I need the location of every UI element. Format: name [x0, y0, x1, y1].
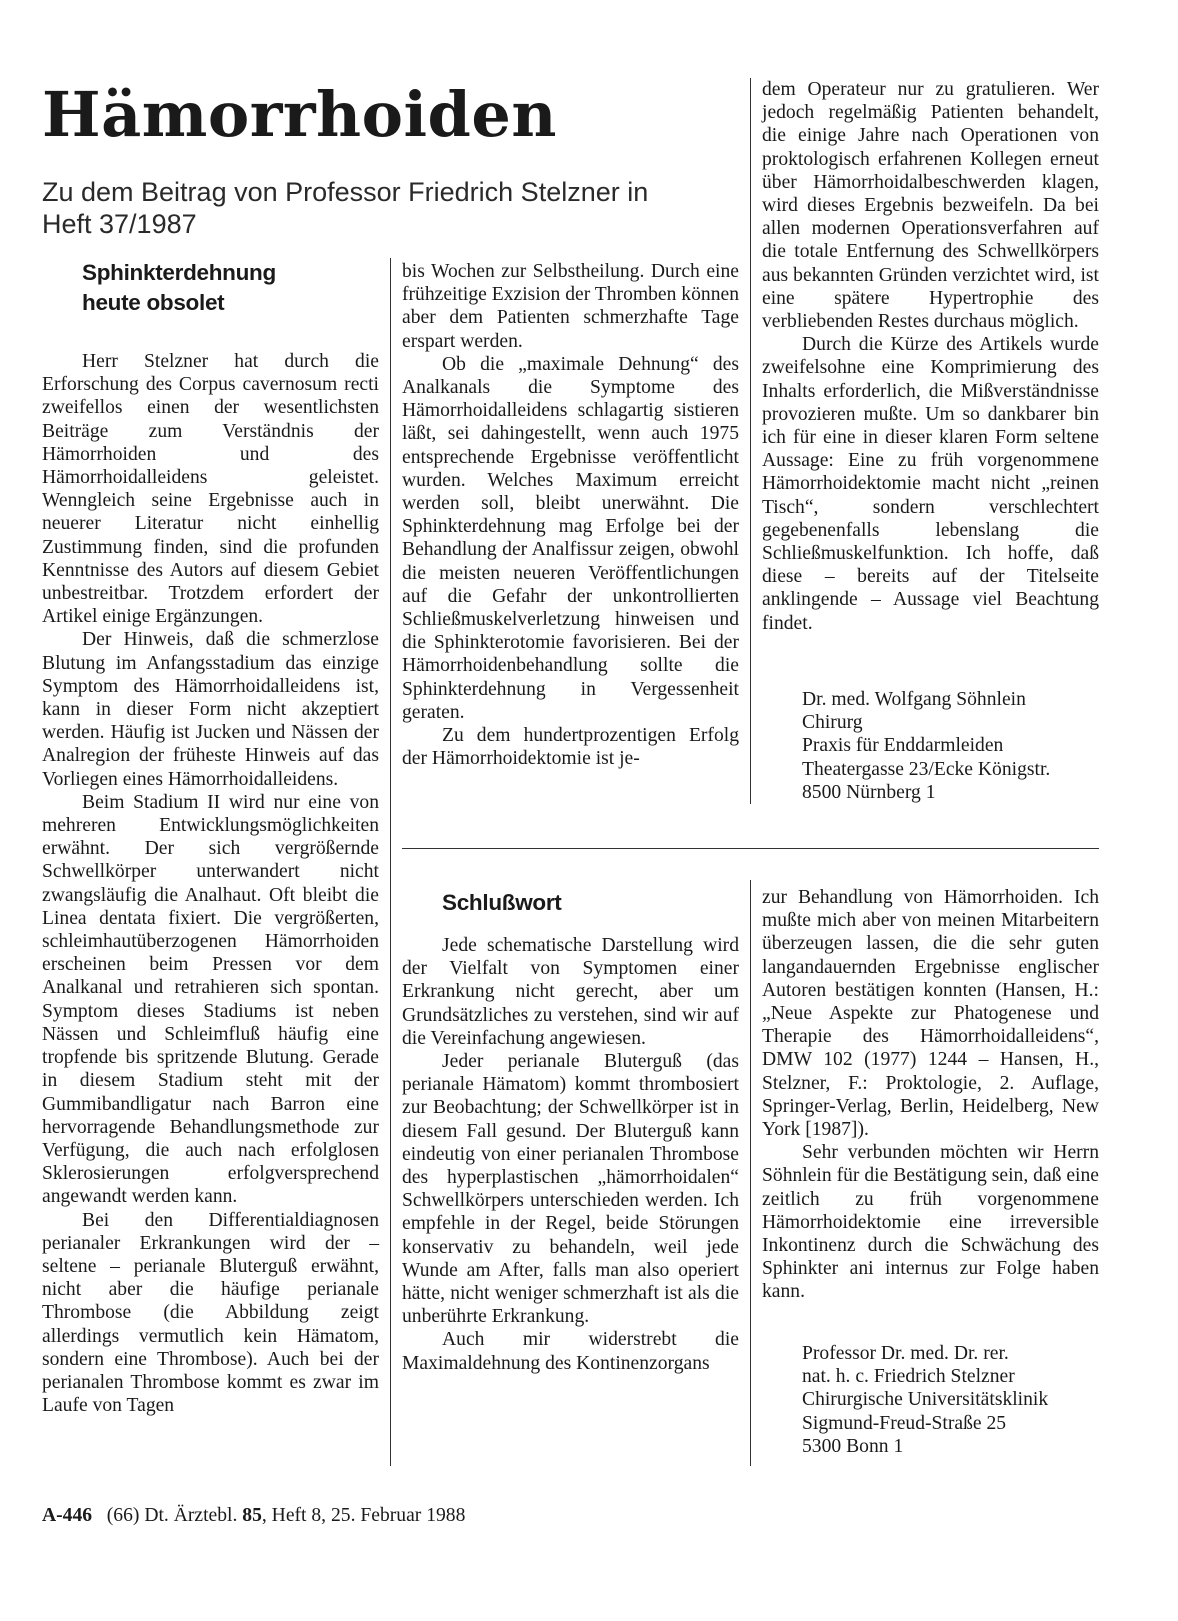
signature-line: Praxis für Enddarmleiden	[802, 735, 1004, 757]
signature-line: Sigmund-Freud-Straße 25	[802, 1412, 1007, 1434]
reply-column-2	[402, 934, 739, 1375]
letter-signature	[762, 688, 1099, 804]
paragraph: Herr Stelzner hat durch die Erforschung des Corpus cavernosum recti zweifellos einen der wesentlichsten Beiträge zum Verständnis der Hämorrhoiden und des Hämorrhoidalleidens geleistet. Wenngleich seine Ergebnisse auch in neuerer Literatur nicht einhellig Zustimmung finden, sind die profunden Kenntnisse des Autors auf diesem Gebiet unbestreitbar. Trotzdem erfordert der Artikel einige Ergänzungen.	[42, 351, 379, 628]
letter-column-2	[402, 260, 739, 770]
paragraph: Jede schematische Darstellung wird der Vielfalt von Symptomen einer Erkrankung nicht gerecht, aber um Grundsätzliches zu verstehen, sind wir auf die Vereinfachung angewiesen.	[402, 935, 739, 1049]
paragraph: Zu dem hundertprozentigen Erfolg der Hämorrhoidektomie ist je-	[402, 725, 739, 770]
reply-signature	[762, 1342, 1099, 1458]
paragraph: zur Behandlung von Hämorrhoiden. Ich mußte mich aber von meinen Mitarbeitern überzeugen lassen, die die sehr guten langandauernden Ergebnisse englischer Autoren bestätigen konnten (Hansen, H.: „Neue Aspekte zur Phatogenese und Therapie des Hämorrhoidalleidens“, DMW 102 (1977) 1244 – Hansen, H., Stelzner, F.: Proktologie, 2. Auflage, Springer-Verlag, Berlin, Heidelberg, New York [1987]).	[762, 887, 1099, 1141]
section-divider	[402, 848, 1099, 849]
page-footer	[42, 1505, 465, 1527]
signature-line: 8500 Nürnberg 1	[802, 781, 936, 803]
reply-heading: Schlußwort	[442, 890, 562, 915]
signature-line: Dr. med. Wolfgang Söhnlein	[802, 689, 1026, 710]
page-number: A-446	[42, 1505, 93, 1526]
signature-line: Chirurgische Universitätsklinik	[802, 1389, 1049, 1411]
letter-column-1	[42, 350, 379, 1417]
paragraph: Auch mir widerstrebt die Maximaldehnung des Kontinenzorgans	[402, 1329, 739, 1374]
paragraph: bis Wochen zur Selbstheilung. Durch eine frühzeitige Exzision der Thromben können aber dem Patienten schmerzhafte Tage erspart werden.	[402, 261, 739, 352]
column-divider	[750, 880, 751, 1466]
column-divider	[390, 258, 391, 1466]
issue-date: , Heft 8, 25. Februar 1988	[261, 1505, 466, 1526]
letter-heading: Sphinkterdehnung heute obsolet	[82, 260, 276, 315]
paragraph: Bei den Differentialdiagnosen perianaler Erkrankungen wird der – seltene – perianale Bluterguß erwähnt, nicht aber die häufige perianale Thrombose (die Abbildung zeigt allerdings vermutlich kein Hämatom, sondern eine Thrombose). Auch bei der perianalen Thrombose kommt es zwar im Laufe von Tagen	[42, 1209, 379, 1417]
paragraph: Durch die Kürze des Artikels wurde zweifelsohne eine Komprimierung des Inhalts erforderlich, die Mißverständnisse provozieren mußte. Um so dankbarer bin ich für eine in dieser klaren Form seltene Aussage: Eine zu früh vorgenommene Hämorrhoidektomie macht nicht „reinen Tisch“, sondern verschlechtert gegebenenfalls lebenslang die Schließmuskelfunktion. Ich hoffe, daß diese – bereits auf der Titelseite anklingende – Aussage viel Beachtung findet.	[762, 334, 1099, 634]
reply-column-3	[762, 886, 1099, 1304]
paragraph: Jeder perianale Bluterguß (das perianale Hämatom) kommt thrombosiert zur Beobachtung; der Schwellkörper ist in diesem Fall gesund. Der Bluterguß kann eindeutig von einer perianalen Thrombose des hyperplastischen „hämorrhoidalen“ Schwellkörpers unterschieden werden. Ich empfehle in der Regel, beide Störungen konservativ zu behandeln, weil jede Wunde am After, falls man also operiert hätte, nicht weniger schmerzhaft ist als die unberührte Erkrankung.	[402, 1051, 739, 1328]
letter-column-3	[762, 78, 1099, 635]
paragraph: Ob die „maximale Dehnung“ des Analkanals die Symptome des Hämorrhoidalleidens schlagartig sistieren läßt, sei dahingestellt, wenn auch 1975 entsprechende Ergebnisse veröffentlicht wurden. Welches Maximum erreicht werden soll, bleibt unerwähnt. Die Sphinkterdehnung mag Erfolge bei der Behandlung der Analfissur zeigen, obwohl die meisten neueren Veröffentlichungen auf die Gefahr der unkontrollierten Schließmuskelverletzung hinweisen und die Sphinkterotomie favorisieren. Bei der Hämorrhoidenbehandlung sollte die Sphinkterdehnung in Vergessenheit geraten.	[402, 353, 739, 723]
subtitle: Zu dem Beitrag von Professor Friedrich Stelzner in Heft 37/1987	[42, 177, 649, 239]
paragraph: dem Operateur nur zu gratulieren. Wer jedoch regelmäßig Patienten behandelt, die einige Jahre nach Operationen von proktologisch erfahrenen Kollegen erneut über Hämorrhoidalbeschwerden klagen, wird dieses Ergebnis bezweifeln. Da bei allen modernen Operationsverfahren auf die totale Entfernung des Schwellkörpers aus bekannten Gründen verzichtet wird, ist eine spätere Hypertrophie des verbliebenden Restes durchaus möglich.	[762, 79, 1099, 333]
journal-volume: 85	[242, 1505, 262, 1526]
signature-line: nat. h. c. Friedrich Stelzner	[802, 1366, 1015, 1388]
page-title: Hämorrhoiden	[42, 78, 557, 151]
paragraph: Der Hinweis, daß die schmerzlose Blutung im Anfangsstadium das einzige Symptom des Hämorrhoidalleidens ist, kann in dieser Form nicht akzeptiert werden. Häufig ist Jucken und Nässen der Analregion der früheste Hinweis auf das Vorliegen eines Hämorrhoidalleidens.	[42, 629, 379, 790]
signature-line: Chirurg	[802, 712, 863, 734]
signature-line: Professor Dr. med. Dr. rer.	[802, 1343, 1009, 1364]
signature-line: Theatergasse 23/Ecke Königstr.	[802, 758, 1051, 780]
paragraph: Beim Stadium II wird nur eine von mehreren Entwicklungsmöglichkeiten erwähnt. Der sich vergrößernde Schwellkörper unterwandert nicht zwangsläufig die Analhaut. Oft bleibt die Linea dentata fixiert. Die vergrößerten, schleimhautüberzogenen Hämorrhoiden erscheinen beim Pressen vor dem Analkanal und retrahieren sich spontan. Symptom dieses Stadiums ist neben Nässen und Schleimfluß häufig eine tropfende bis spritzende Blutung. Gerade in diesem Stadium steht mit der Gummibandligatur nach Barron eine hervorragende Behandlungsmethode zur Verfügung, die auch nach erfolglosen Sklerosierungen erfolgversprechend angewandt werden kann.	[42, 791, 379, 1208]
paragraph: Sehr verbunden möchten wir Herrn Söhnlein für die Bestätigung sein, daß eine zeitlich zu früh vorgenommene Hämorrhoidektomie eine irreversible Inkontinenz durch die Schwächung des Sphinkter ani internus zur Folge haben kann.	[762, 1142, 1099, 1303]
journal-citation: (66) Dt. Ärztebl.	[106, 1505, 238, 1526]
signature-line: 5300 Bonn 1	[802, 1435, 904, 1457]
column-divider	[750, 78, 751, 804]
